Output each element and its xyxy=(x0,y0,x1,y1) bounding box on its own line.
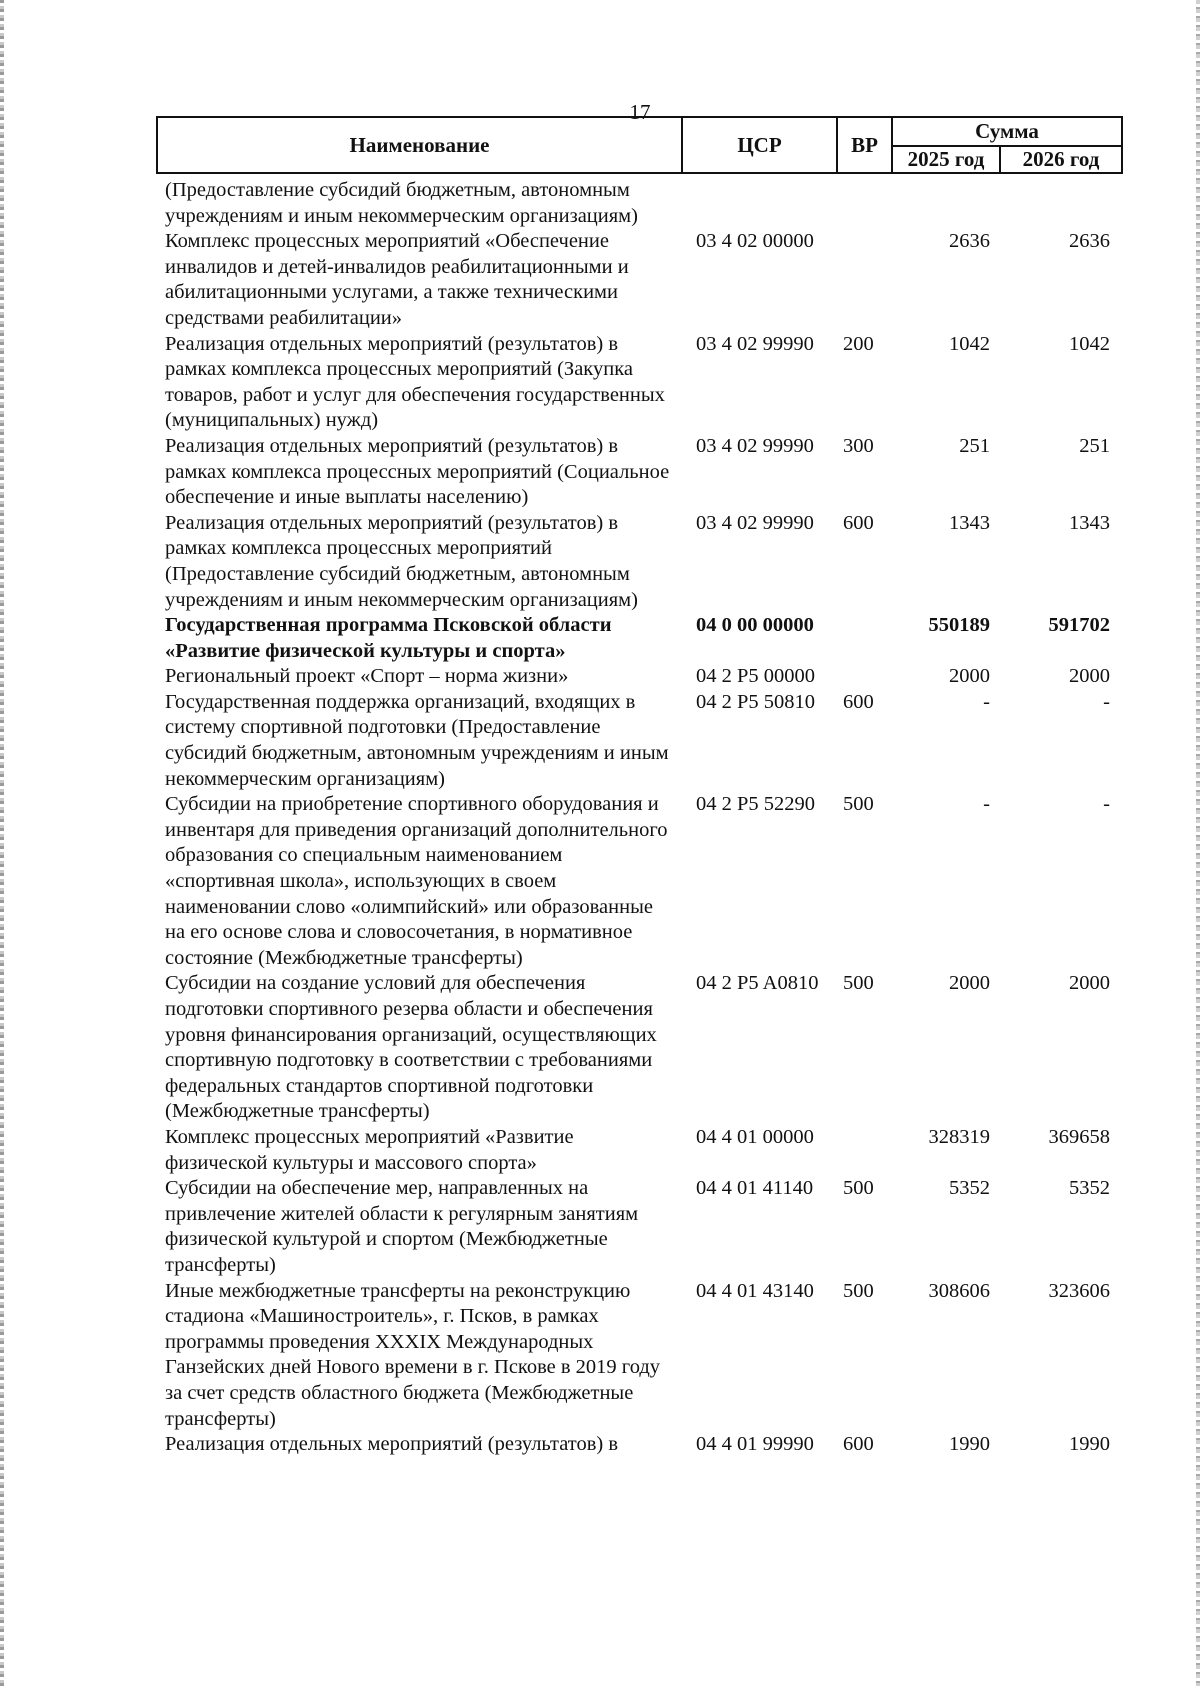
row-csr: 04 4 01 41140 xyxy=(696,1177,814,1200)
table-row xyxy=(157,511,1122,613)
row-sum-2026: 1990 xyxy=(1069,1433,1110,1456)
row-csr: 04 2 P5 52290 xyxy=(696,793,816,816)
row-sum-2025 xyxy=(892,173,1000,229)
row-sum-2025: - xyxy=(983,793,990,816)
row-vr: 500 xyxy=(843,793,874,816)
row-vr: 600 xyxy=(843,1433,874,1456)
row-sum-2026: 591702 xyxy=(1048,614,1110,637)
row-sum-2025: 1042 xyxy=(949,332,990,355)
row-sum-2026: 369658 xyxy=(1048,1125,1110,1148)
row-vr: 300 xyxy=(843,434,874,457)
row-vr: 600 xyxy=(843,690,874,713)
table-row xyxy=(157,332,1122,434)
row-sum-2025: 2636 xyxy=(949,230,990,253)
row-name: Иные межбюджетные трансферты на реконструкцию стадиона «Машиностроитель», г. Псков, в рамках программы проведения XXXIX Международных Ганзейских дней Нового времени в г. Пскове в 2019 году за счет средств областного бюджета (Межбюджетные трансферты) xyxy=(165,1279,661,1430)
row-name: Комплекс процессных мероприятий «Развитие физической культуры и массового спорта» xyxy=(165,1125,574,1174)
row-sum-2025: 550189 xyxy=(928,614,990,637)
row-vr xyxy=(837,229,892,331)
row-name: Реализация отдельных мероприятий (результатов) в рамках комплекса процессных мероприятий (Социальное обеспечение и иные выплаты населению) xyxy=(165,434,670,509)
row-vr xyxy=(837,1125,892,1176)
row-sum-2026 xyxy=(1000,173,1122,229)
row-csr: 04 2 P5 50810 xyxy=(696,690,816,713)
row-vr: 500 xyxy=(843,972,874,995)
row-vr: 600 xyxy=(843,511,874,534)
row-sum-2025: 2000 xyxy=(949,665,990,688)
row-csr: 04 2 P5 A0810 xyxy=(696,972,819,995)
row-name: Реализация отдельных мероприятий (результатов) в xyxy=(165,1433,619,1456)
row-sum-2026: 5352 xyxy=(1069,1177,1110,1200)
row-sum-2026: 2636 xyxy=(1069,230,1110,253)
row-vr: 500 xyxy=(843,1279,874,1302)
row-csr: 04 4 01 43140 xyxy=(696,1279,814,1302)
row-sum-2025: 251 xyxy=(959,434,990,457)
header-csr: ЦСР xyxy=(682,117,837,173)
header-year-2026: 2026 год xyxy=(1000,146,1122,174)
row-sum-2026: - xyxy=(1103,690,1110,713)
row-name: (Предоставление субсидий бюджетным, автономным учреждениям и иным некоммерческим организациям) xyxy=(165,179,638,227)
header-name: Наименование xyxy=(157,117,682,173)
row-csr: 04 4 01 99990 xyxy=(696,1433,814,1456)
row-vr: 200 xyxy=(843,332,874,355)
row-csr: 04 0 00 00000 xyxy=(696,614,814,637)
row-name: Субсидии на обеспечение мер, направленных на привлечение жителей области к регулярным занятиям физической культурой и спортом (Межбюджетные трансферты) xyxy=(165,1177,639,1276)
table-row xyxy=(157,173,1122,229)
row-sum-2025: 5352 xyxy=(949,1177,990,1200)
row-name: Реализация отдельных мероприятий (результатов) в рамках комплекса процессных мероприятий (Предоставление субсидий бюджетным, автономным учреждениям и иным некоммерческим организациям) xyxy=(165,511,638,611)
table-row xyxy=(157,1176,1122,1278)
row-vr: 500 xyxy=(843,1177,874,1200)
row-csr: 03 4 02 99990 xyxy=(696,434,814,457)
table-row xyxy=(157,1279,1122,1433)
header-year-2025: 2025 год xyxy=(892,146,1000,174)
row-name: Государственная программа Псковской области «Развитие физической культуры и спорта» xyxy=(165,614,612,662)
row-vr xyxy=(837,664,892,690)
table-row xyxy=(157,229,1122,331)
row-csr: 03 4 02 99990 xyxy=(696,511,814,534)
row-csr xyxy=(682,173,837,229)
table-row xyxy=(157,792,1122,971)
row-name: Комплекс процессных мероприятий «Обеспечение инвалидов и детей-инвалидов реабилитационными и абилитационными услугами, а также техническими средствами реабилитации» xyxy=(165,230,629,329)
header-vr: ВР xyxy=(837,117,892,173)
row-vr xyxy=(837,173,892,229)
page-number: 17 xyxy=(629,100,651,124)
row-name: Государственная поддержка организаций, входящих в систему спортивной подготовки (Предоставление субсидий бюджетным, автономным учреждениям и иным некоммерческим организациям) xyxy=(165,690,669,790)
row-sum-2026: 2000 xyxy=(1069,665,1110,688)
row-csr: 04 2 P5 00000 xyxy=(696,665,816,688)
table-header xyxy=(157,117,1122,173)
row-sum-2025: 2000 xyxy=(949,972,990,995)
table-row xyxy=(157,664,1122,690)
table-row xyxy=(157,1432,1122,1458)
row-sum-2026: - xyxy=(1103,793,1110,816)
row-vr xyxy=(837,613,892,664)
row-sum-2025: 1343 xyxy=(949,511,990,534)
header-sum: Сумма xyxy=(892,117,1122,146)
row-sum-2025: 308606 xyxy=(928,1279,990,1302)
row-sum-2025: - xyxy=(983,690,990,713)
row-sum-2026: 323606 xyxy=(1048,1279,1110,1302)
scan-edge-left xyxy=(0,0,4,1686)
row-sum-2026: 251 xyxy=(1079,434,1110,457)
scan-edge-right xyxy=(1196,0,1200,1686)
row-csr: 03 4 02 00000 xyxy=(696,230,814,253)
table-row xyxy=(157,971,1122,1125)
budget-table xyxy=(156,116,1123,1458)
row-name: Региональный проект «Спорт – норма жизни» xyxy=(165,665,569,688)
row-name: Субсидии на приобретение спортивного оборудования и инвентаря для приведения организаций дополнительного образования со специальным наименованием «спортивная школа», использующих в своем наименовании слово «олимпийский» или образованные на его основе слова и словосочетания, в нормативное состояние (Межбюджетные трансферты) xyxy=(165,793,668,969)
table-row xyxy=(157,1125,1122,1176)
row-sum-2026: 1343 xyxy=(1069,511,1110,534)
row-sum-2025: 328319 xyxy=(928,1125,990,1148)
table-row xyxy=(157,434,1122,511)
row-name: Субсидии на создание условий для обеспечения подготовки спортивного резерва области и обеспечения уровня финансирования организаций, осуществляющих спортивную подготовку в соответствии с требованиями федеральных стандартов спортивной подготовки (Межбюджетные трансферты) xyxy=(165,972,657,1123)
row-sum-2025: 1990 xyxy=(949,1433,990,1456)
row-name: Реализация отдельных мероприятий (результатов) в рамках комплекса процессных мероприятий (Закупка товаров, работ и услуг для обеспечения государственных (муниципальных) нужд) xyxy=(165,332,665,432)
row-csr: 04 4 01 00000 xyxy=(696,1125,814,1148)
row-sum-2026: 2000 xyxy=(1069,972,1110,995)
row-csr: 03 4 02 99990 xyxy=(696,332,814,355)
table-row xyxy=(157,690,1122,792)
row-sum-2026: 1042 xyxy=(1069,332,1110,355)
table-row-program xyxy=(157,613,1122,664)
